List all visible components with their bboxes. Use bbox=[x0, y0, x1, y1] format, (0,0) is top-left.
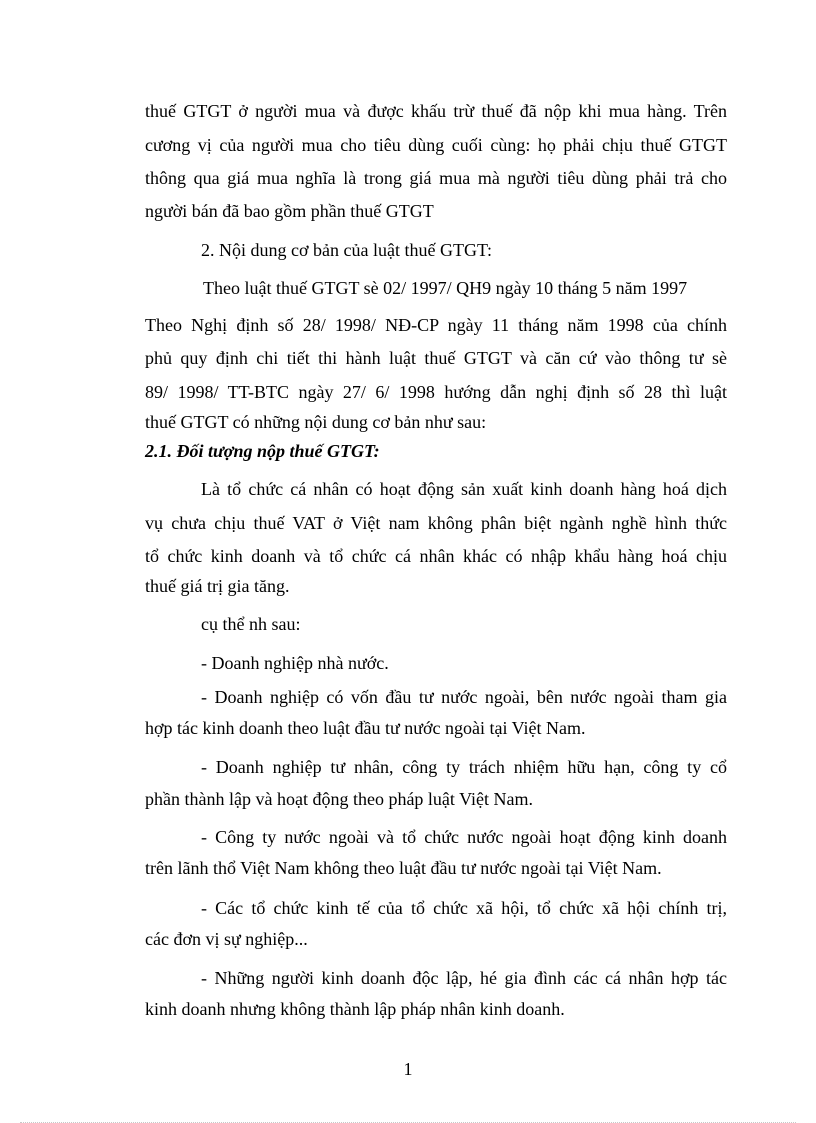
decree-paragraph-line-3: 89/ 1998/ TT-BTC ngày 27/ 6/ 1998 hướng dẫn nghị định số 28 thì luật bbox=[145, 382, 727, 402]
section-2-1-title: 2.1. Đối tượng nộp thuế GTGT: bbox=[145, 441, 380, 461]
law-reference: Theo luật thuế GTGT sè 02/ 1997/ QH9 ngày 10 tháng 5 năm 1997 bbox=[203, 278, 688, 298]
list-item-3-line-2: phần thành lập và hoạt động theo pháp luật Việt Nam. bbox=[145, 789, 533, 809]
subject-paragraph-line-4: thuế giá trị gia tăng. bbox=[145, 576, 290, 596]
paragraph-1-line-2: cương vị của người mua cho tiêu dùng cuối cùng: họ phải chịu thuế GTGT bbox=[145, 135, 727, 155]
list-item-5-line-2: các đơn vị sự nghiệp... bbox=[145, 929, 308, 949]
paragraph-1-line-3: thông qua giá mua nghĩa là trong giá mua mà người tiêu dùng phải trả cho bbox=[145, 168, 727, 188]
list-item-6-line-2: kinh doanh nhưng không thành lập pháp nhân kinh doanh. bbox=[145, 999, 565, 1019]
paragraph-1-line-1: thuế GTGT ở người mua và được khấu trừ thuế đã nộp khi mua hàng. Trên bbox=[145, 101, 727, 121]
list-item-2-line-2: hợp tác kinh doanh theo luật đầu tư nước ngoài tại Việt Nam. bbox=[145, 718, 586, 738]
decree-paragraph-line-2: phủ quy định chi tiết thi hành luật thuế GTGT và căn cứ vào thông tư sè bbox=[145, 348, 727, 368]
list-item-6-line-1: - Những người kinh doanh độc lập, hé gia đình các cá nhân hợp tác bbox=[201, 968, 727, 988]
decree-paragraph-line-4: thuế GTGT có những nội dung cơ bản như sau: bbox=[145, 412, 487, 432]
list-item-5-line-1: - Các tổ chức kinh tế của tổ chức xã hội, tổ chức xã hội chính trị, bbox=[201, 898, 727, 918]
page-number: 1 bbox=[403, 1059, 413, 1079]
list-item-4-line-1: - Công ty nước ngoài và tổ chức nước ngoài hoạt động kinh doanh bbox=[201, 827, 727, 847]
list-item-3-line-1: - Doanh nghiệp tư nhân, công ty trách nhiệm hữu hạn, công ty cổ bbox=[201, 757, 727, 777]
list-item-1-line-1: - Doanh nghiệp nhà nước. bbox=[201, 653, 389, 673]
specifically-label: cụ thể nh sau: bbox=[201, 614, 301, 634]
list-item-2-line-1: - Doanh nghiệp có vốn đầu tư nước ngoài, bên nước ngoài tham gia bbox=[201, 687, 727, 707]
subject-paragraph-line-2: vụ chưa chịu thuế VAT ở Việt nam không phân biệt ngành nghề hình thức bbox=[145, 513, 727, 533]
section-2-title: 2. Nội dung cơ bản của luật thuế GTGT: bbox=[201, 240, 493, 260]
subject-paragraph-line-3: tổ chức kinh doanh và tổ chức cá nhân khác có nhập khẩu hàng hoá chịu bbox=[145, 546, 727, 566]
paragraph-1-line-4: người bán đã bao gồm phần thuế GTGT bbox=[145, 201, 434, 221]
decree-paragraph-line-1: Theo Nghị định số 28/ 1998/ NĐ-CP ngày 11 tháng năm 1998 của chính bbox=[145, 315, 727, 335]
subject-paragraph-line-1: Là tổ chức cá nhân có hoạt động sản xuất kinh doanh hàng hoá dịch bbox=[201, 479, 727, 499]
list-item-4-line-2: trên lãnh thổ Việt Nam không theo luật đầu tư nước ngoài tại Việt Nam. bbox=[145, 858, 662, 878]
